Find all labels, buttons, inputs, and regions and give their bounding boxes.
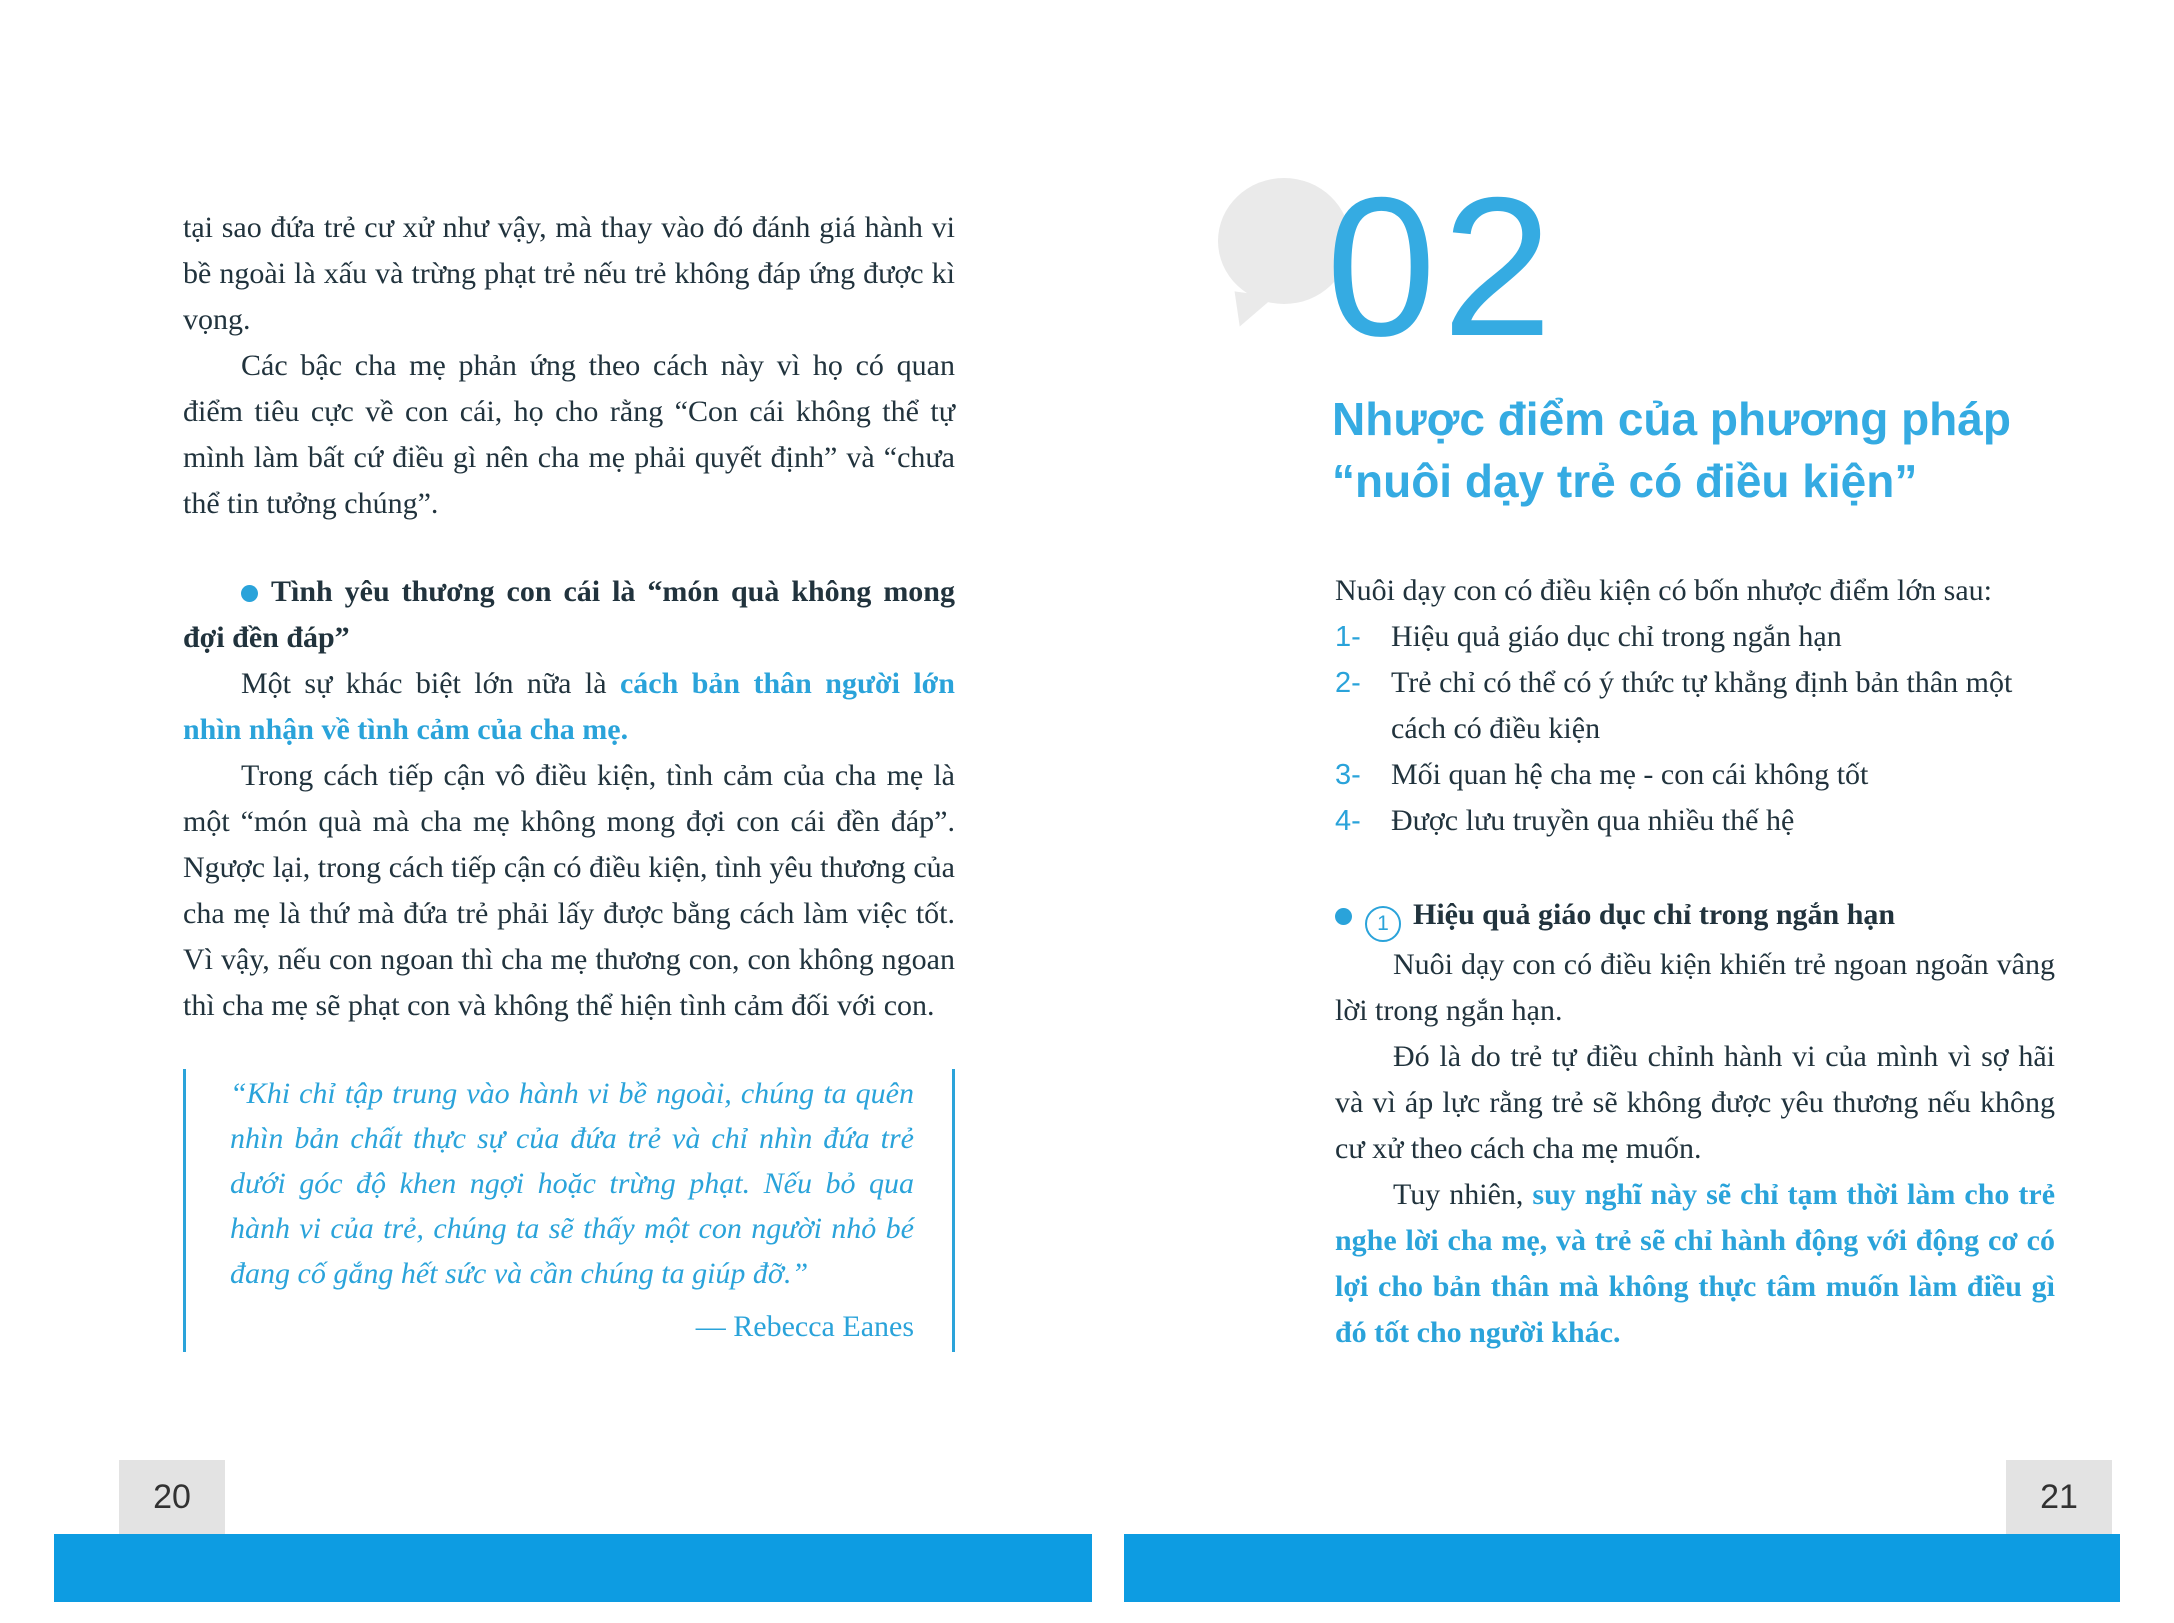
chapter-number: 02 [1326, 156, 1559, 377]
body-paragraph: Nuôi dạy con có điều kiện khiến trẻ ngoan ngoãn vâng lời trong ngắn hạn. [1335, 948, 2055, 1027]
body-paragraph: Trong cách tiếp cận vô điều kiện, tình cảm của cha mẹ là một “món quà mà cha mẹ không mong đợi con cái đền đáp”. Ngược lại, trong cách tiếp cận có điều kiện, tình yêu thương của cha mẹ là thứ mà đứa trẻ phải lấy được bằng cách làm việc tốt. Vì vậy, nếu con ngoan thì cha mẹ thương con, con không ngoan thì cha mẹ sẽ phạt con và không thể hiện tình cảm đối với con. [183, 759, 955, 1022]
list-text: Mối quan hệ cha mẹ - con cái không tốt [1391, 758, 1869, 791]
right-page-column [1335, 568, 2055, 1356]
quote-text: “Khi chỉ tập trung vào hành vi bề ngoài, chúng ta quên nhìn bản chất thực sự của đứa trẻ và chỉ nhìn đứa trẻ dưới góc độ khen ngợi hoặc trừng phạt. Nếu bỏ qua hành vi của trẻ, chúng ta sẽ thấy một con người nhỏ bé đang cố gắng hết sức và cần chúng ta giúp đỡ.” [230, 1077, 914, 1290]
quote-block [183, 1069, 955, 1352]
list-number: 4- [1335, 805, 1361, 837]
footer-bar-left [54, 1534, 1092, 1602]
list-number: 2- [1335, 667, 1361, 699]
chapter-title-line2: “nuôi dạy trẻ có điều kiện” [1332, 455, 1918, 507]
body-paragraph: Các bậc cha mẹ phản ứng theo cách này vì họ có quan điểm tiêu cực về con cái, họ cho rằng “Con cái không thể tự mình làm bất cứ điều gì nên cha mẹ phải quyết định” và “chưa thể tin tưởng chúng”. [183, 349, 955, 520]
page-number: 20 [153, 1477, 191, 1516]
chapter-title [1332, 388, 2062, 512]
list-item [1335, 614, 2055, 660]
list-text: Được lưu truyền qua nhiều thế hệ [1391, 804, 1795, 837]
paragraph-text: Tuy nhiên, [1393, 1178, 1533, 1211]
section-heading [183, 569, 955, 661]
quote-attribution: — Rebecca Eanes [695, 1310, 914, 1343]
page-number-box-left [119, 1460, 225, 1534]
highlighted-text: suy nghĩ này sẽ chỉ tạm thời làm cho trẻ nghe lời cha mẹ, và trẻ sẽ chỉ hành động với động cơ có lợi cho bản thân mà không thực tâm muốn làm điều gì đó tốt cho người khác. [1335, 1178, 2056, 1349]
chapter-title-line1: Nhược điểm của phương pháp [1332, 393, 2011, 445]
footer-bar-right [1124, 1534, 2120, 1602]
left-page-column [183, 205, 955, 1352]
list-item [1335, 752, 2055, 798]
paragraph-text: Một sự khác biệt lớn nữa là [241, 667, 620, 700]
numbered-list [1335, 614, 2055, 844]
body-paragraph: tại sao đứa trẻ cư xử như vậy, mà thay vào đó đánh giá hành vi bề ngoài là xấu và trừng phạt trẻ nếu trẻ không đáp ứng được kì vọng. [183, 211, 955, 336]
bullet-icon [1335, 908, 1352, 925]
list-number: 1- [1335, 621, 1361, 653]
list-text: Trẻ chỉ có thể có ý thức tự khẳng định bản thân một cách có điều kiện [1391, 666, 2013, 745]
list-text: Hiệu quả giáo dục chỉ trong ngắn hạn [1391, 620, 1842, 653]
list-item [1335, 660, 2055, 752]
list-number: 3- [1335, 759, 1361, 791]
circled-number-badge: 1 [1365, 906, 1401, 942]
section-heading-label: Tình yêu thương con cái là “món quà không mong đợi đền đáp” [183, 575, 955, 654]
highlighted-text: cách bản thân người lớn nhìn nhận về tình cảm của cha mẹ. [183, 667, 955, 746]
bullet-icon [241, 585, 258, 602]
page-number: 21 [2040, 1477, 2078, 1516]
list-item [1335, 798, 2055, 844]
body-paragraph: Đó là do trẻ tự điều chỉnh hành vi của mình vì sợ hãi và vì áp lực rằng trẻ sẽ không được yêu thương nếu không cư xử theo cách cha mẹ muốn. [1335, 1040, 2055, 1165]
body-paragraph [1335, 1172, 2055, 1356]
page-number-box-right [2006, 1460, 2112, 1534]
body-paragraph [183, 661, 955, 753]
intro-paragraph: Nuôi dạy con có điều kiện có bốn nhược điểm lớn sau: [1335, 574, 1993, 607]
section-heading [1335, 892, 2055, 942]
section-heading-label: Hiệu quả giáo dục chỉ trong ngắn hạn [1413, 898, 1896, 931]
